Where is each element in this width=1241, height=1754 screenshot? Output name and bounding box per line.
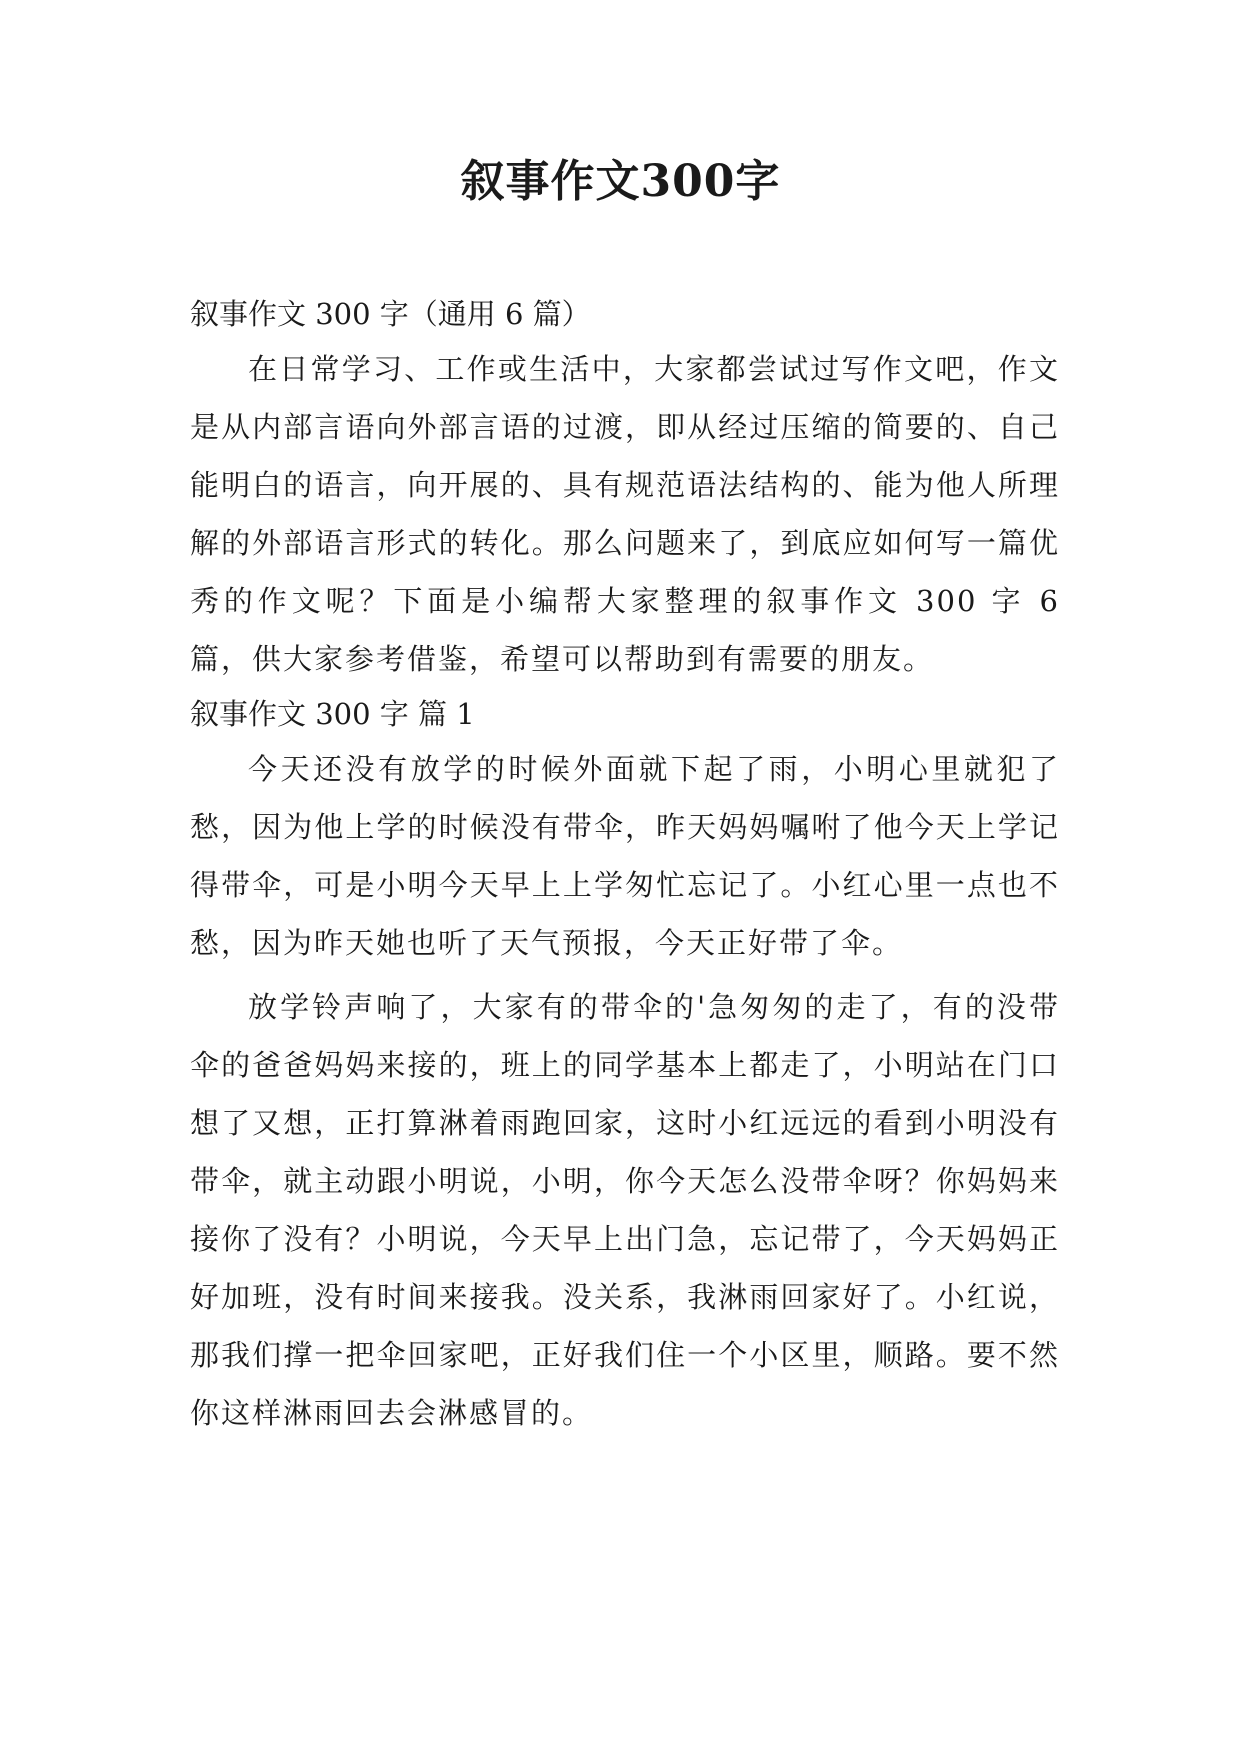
document-subtitle: 叙事作文 300 字（通用 6 篇） (190, 297, 591, 331)
document-title: 叙事作文300字 (460, 156, 781, 207)
section-paragraph-1: 今天还没有放学的时候外面就下起了雨，小明心里就犯了愁，因为他上学的时候没有带伞，昨天妈妈嘱咐了他今天上学记得带伞，可是小明今天早上上学匆忙忘记了。小红心里一点也不愁，因为昨天她也听了天气预报，今天正好带了伞。 (190, 752, 1060, 960)
document-body (190, 288, 1060, 1442)
section-paragraph-2: 放学铃声响了，大家有的带伞的'急匆匆的走了，有的没带伞的爸爸妈妈来接的，班上的同学基本上都走了，小明站在门口想了又想，正打算淋着雨跑回家，这时小红远远的看到小明没有带伞，就主动跟小明说，小明，你今天怎么没带伞呀？你妈妈来接你了没有？小明说，今天早上出门急，忘记带了，今天妈妈正好加班，没有时间来接我。没关系，我淋雨回家好了。小红说，那我们撑一把伞回家吧，正好我们住一个小区里，顺路。要不然你这样淋雨回去会淋感冒的。 (190, 990, 1060, 1430)
section-heading: 叙事作文 300 字 篇 1 (190, 697, 475, 731)
intro-paragraph: 在日常学习、工作或生活中，大家都尝试过写作文吧，作文是从内部言语向外部言语的过渡，即从经过压缩的简要的、自己能明白的语言，向开展的、具有规范语法结构的、能为他人所理解的外部语言形式的转化。那么问题来了，到底应如何写一篇优秀的作文呢？下面是小编帮大家整理的叙事作文 300 字 6 篇，供大家参考借鉴，希望可以帮助到有需要的朋友。 (190, 352, 1060, 676)
